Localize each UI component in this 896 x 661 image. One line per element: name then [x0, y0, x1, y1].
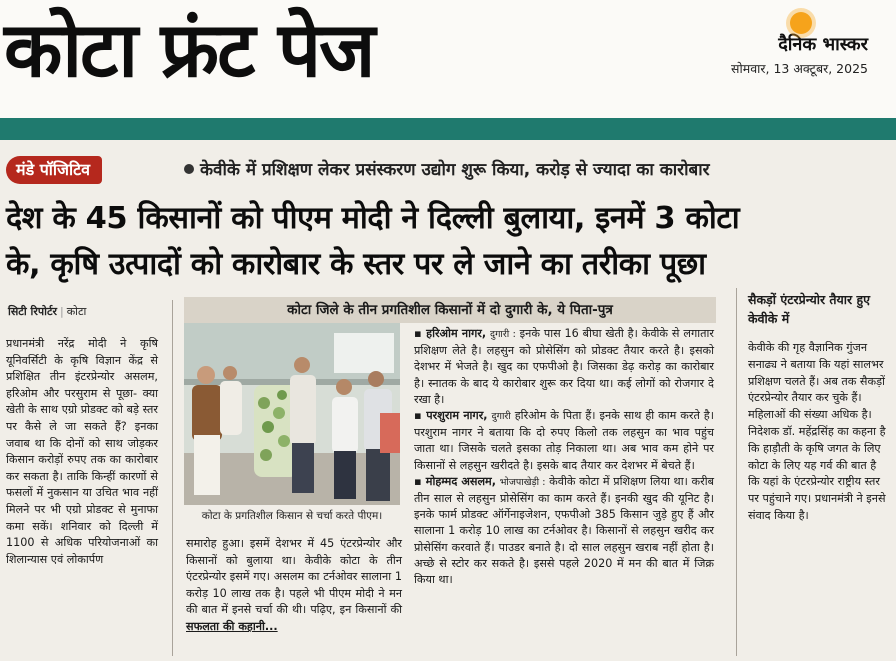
profile-entry: [414, 474, 714, 588]
sidebar-text: केवीके की गृह वैज्ञानिक गुंजन सनाढ्य ने बताया कि यहां सालभर प्रशिक्षण चलते हैं। अब तक सैकड़ों एंटरप्रेन्योर तैयार कर चुके हैं। महिलाओं की संख्या अधिक है। निदेशक डॉ. महेंद्रसिंह का कहना है कि हाड़ौती के कृषि जगत के लिए कोटा के लिए यह गर्व की बात है कि यहां के एंटरप्रेन्योर राष्ट्रीय स्तर पर पहुंचाने गए। प्रधानमंत्री ने इनसे संवाद किया है।: [748, 341, 886, 522]
headline: [6, 196, 880, 288]
brand-name: दैनिक भास्कर: [778, 34, 868, 55]
left-column-text: प्रधानमंत्री नरेंद्र मोदी ने कृषि यूनिवर्सिटी के कृषि विज्ञान केंद्र से प्रशिक्षित तीन इंटरप्रेन्योर असलम, हरिओम और परसुराम से पूछा- क्या खेती के साथ एग्रो प्रोडक्ट को बड़े स्तर पर कैसे ले जा सकते हैं? इनका जवाब था कि दोनों को साथ जोड़कर किसान करोड़ों रुपए तक का कारोबार कर सकता है। ताकि किन्हीं कारणों से फसलों में नुकसान या उचित भाव नहीं मिलने पर भी एग्रो प्रोडक्ट से मुनाफा कमा सकें। शनिवार को दिल्ली में 1100 से अधिक परियोजनाओं का शिलान्यास एवं लोकार्पण: [6, 337, 158, 566]
headline-line-2: के, कृषि उत्पादों को कारोबार के स्तर पर ले जाने का तरीका पूछा: [6, 247, 706, 282]
rubric-row: [6, 156, 886, 186]
masthead: [0, 0, 896, 118]
news-photo-illustration: [184, 323, 400, 505]
profile-entry: [414, 326, 714, 408]
section-band: [0, 118, 896, 140]
profile-text: केवीके कोटा में प्रशिक्षण लिया था। करीब तीन साल से लहसुन प्रोसेसिंग का काम करते हैं। इनकी खुद की यूनिट है। इनके फार्म प्रोडक्ट ऑर्गेनाइजेशन, एफपीओ 385 किसान जुड़े हुए हैं और सालाना 1 करोड़ 10 लाख का टर्नओवर है। किसानों से लहसुन खरीद कर प्रोसेसिंग करवाते हैं। पाउडर बनाते है। दो साल लहसुन खराब नहीं होता है। अच्छे से स्टोर कर सकते है। इससे पहले 2020 में मन की बात में जिक्र किया था।: [414, 474, 714, 587]
mid-column: [186, 536, 402, 636]
brand-block: [708, 18, 868, 77]
profile-name: ▪ हरिओम नागर,: [414, 327, 487, 340]
rubric-badge: मंडे पॉजिटिव: [6, 156, 102, 184]
byline-city: कोटा: [66, 305, 87, 318]
column-divider: [172, 300, 173, 656]
photo-top-caption: कोटा जिले के तीन प्रगतिशील किसानों में दो दुगारी के, ये पिता-पुत्र: [184, 297, 716, 323]
edition-date: सोमवार, 13 अक्टूबर, 2025: [731, 61, 868, 76]
byline-reporter: सिटी रिपोर्टर: [8, 305, 57, 318]
profile-place: दुगारी: [491, 411, 511, 423]
byline-separator: |: [60, 305, 64, 318]
profile-place: दुगारी :: [490, 329, 516, 340]
profile-text: इनके पास 16 बीघा खेती है। केवीके से लगातार प्रशिक्षण लेते है। लहसुन को प्रोसेसिंग को प्रोडक्ट तैयार करते है। इसको देशभर में भेजते है। खुद का एफपीओ है। जिसका डेढ़ करोड़ का कारोबार है। स्नातक के बाद ये कारोबार शुरू कर दिया था। कई लोगों को रोजगार दे रखा है।: [414, 327, 714, 406]
sidebar-heading: सैकड़ों एंटरप्रेन्योर तैयार हुए केवीके में: [748, 292, 871, 326]
headline-line-1: देश के 45 किसानों को पीएम मोदी ने दिल्ली बुलाया, इनमें 3 कोटा: [6, 201, 740, 236]
profile-name: ▪ मोहम्मद असलम,: [414, 474, 496, 488]
read-more-link[interactable]: सफलता की कहानी...: [186, 619, 278, 633]
news-photo: [184, 323, 400, 505]
profile-entry: [414, 408, 714, 474]
byline: [8, 304, 86, 319]
profile-text: हरिओम के पिता हैं। इनके साथ ही काम करते है। परशुराम नागर ने बताया कि दो रुपए किलो तक लहसुन का भाव पहुंच जाता था। जिसके चलते इसका तोड़ निकाला था। अब भाव कम होने पर किसानों से लहसुन खरीदते है। इसके बाद तैयार कर देशभर में बेचते हैं।: [414, 409, 714, 472]
profile-place: भोजपाखेड़ी :: [499, 476, 546, 488]
left-column: [6, 336, 158, 568]
profile-name: ▪ परशुराम नागर,: [414, 409, 488, 423]
page-title: कोटा फ्रंट पेज: [4, 5, 374, 94]
sun-icon: [790, 12, 812, 34]
mid-column-body: समारोह हुआ। इसमें देशभर में 45 एंटरप्रेन्योर और किसानों को बुलाया था। केवीके कोटा के तीन एंटरप्रेन्योर इसमें गए। असलम का टर्नओवर सालाना 1 करोड़ 10 लाख तक है। पहले भी पीएम मोदी ने मन की बात में इनसे चर्चा की थी। पढ़िए, इन किसानों की: [186, 537, 402, 617]
photo-bottom-caption: कोटा के प्रगतिशील किसान से चर्चा करते पीएम।: [201, 510, 383, 522]
news-page: [0, 140, 896, 661]
kicker: केवीके में प्रशिक्षण लेकर प्रसंस्करण उद्योग शुरू किया, करोड़ से ज्यादा का कारोबार: [200, 160, 710, 180]
column-divider: [736, 288, 737, 656]
mid-column-text: [186, 536, 402, 636]
sidebar-column: [748, 290, 886, 525]
bullet-icon: [184, 164, 194, 174]
profiles-column: [414, 326, 714, 588]
